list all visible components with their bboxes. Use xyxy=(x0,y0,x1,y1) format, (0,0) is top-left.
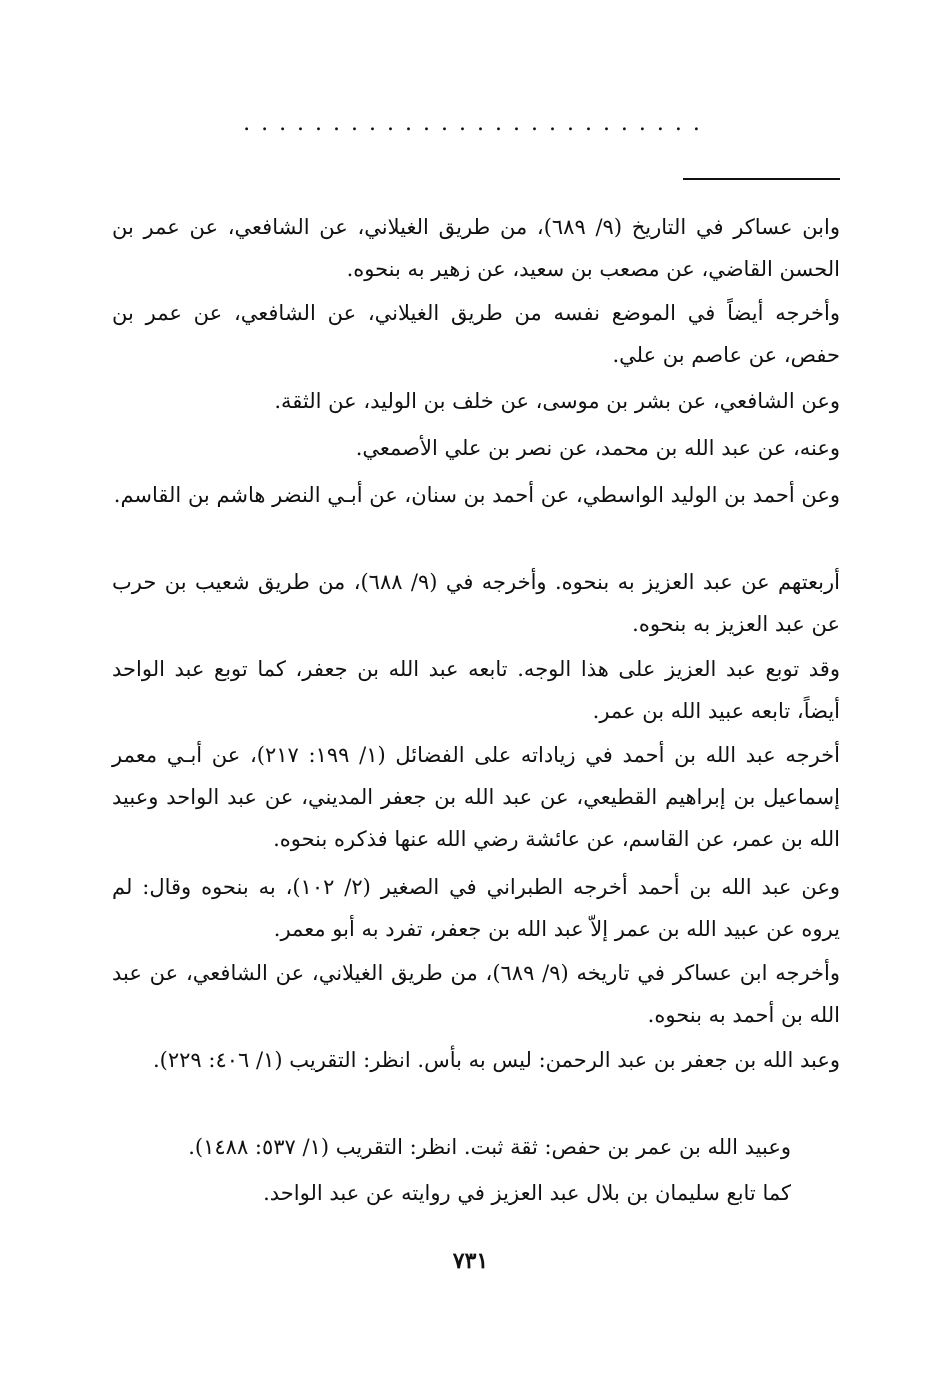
footnote-paragraph: وعن عبد الله بن أحمد أخرجه الطبراني في الصغير (٢/ ١٠٢)، به بنحوه وقال: لم يروه عن عبيد الله بن عمر إلاّ عبد الله بن جعفر، تفرد به أبو معمر. xyxy=(112,875,840,941)
footnote-paragraph: وقد توبع عبد العزيز على هذا الوجه. تابعه عبد الله بن جعفر، كما توبع عبد الواحد أيضاً، تابعه عبيد الله بن عمر. xyxy=(112,657,840,723)
footnote-paragraph: وأخرجه ابن عساكر في تاريخه (٩/ ٦٨٩)، من طريق الغيلاني، عن الشافعي، عن عبد الله بن أحمد به بنحوه. xyxy=(112,961,840,1027)
footnote-paragraph: وعنه، عن عبد الله بن محمد، عن نصر بن علي الأصمعي. xyxy=(355,436,840,460)
footnote-paragraph: وعبيد الله بن عمر بن حفص: ثقة ثبت. انظر: التقريب (١/ ٥٣٧: ١٤٨٨). xyxy=(188,1135,791,1159)
footnote-paragraph: وأخرجه أيضاً في الموضع نفسه من طريق الغيلاني، عن الشافعي، عن عمر بن حفص، عن عاصم بن علي. xyxy=(112,301,840,367)
footnote-paragraph: أربعتهم عن عبد العزيز به بنحوه. وأخرجه في (٩/ ٦٨٨)، من طريق شعيب بن حرب عن عبد العزيز به بنحوه. xyxy=(112,570,840,636)
footnote-paragraph: وابن عساكر في التاريخ (٩/ ٦٨٩)، من طريق الغيلاني، عن الشافعي، عن عمر بن الحسن القاضي، عن مصعب بن سعيد، عن زهير به بنحوه. xyxy=(112,215,840,281)
page-number: ٧٣١ xyxy=(452,1248,489,1274)
dotted-separator: .......................... xyxy=(243,111,711,136)
footnote-paragraph: وعن أحمد بن الوليد الواسطي، عن أحمد بن سنان، عن أبـي النضر هاشم بن القاسم. xyxy=(113,483,840,507)
footnote-paragraph: كما تابع سليمان بن بلال عبد العزيز في روايته عن عبد الواحد. xyxy=(263,1181,791,1205)
footnote-paragraph: وعن الشافعي، عن بشر بن موسى، عن خلف بن الوليد، عن الثقة. xyxy=(274,389,840,413)
footnote-paragraph: وعبد الله بن جعفر بن عبد الرحمن: ليس به بأس. انظر: التقريب (١/ ٤٠٦: ٢٢٩). xyxy=(152,1048,840,1072)
footnote-rule xyxy=(683,178,840,180)
footnote-paragraph: أخرجه عبد الله بن أحمد في زياداته على الفضائل (١/ ١٩٩: ٢١٧)، عن أبـي معمر إسماعيل بن إبراهيم القطيعي، عن عبد الله بن جعفر المديني، عن عبد الواحد وعبيد الله بن عمر، عن القاسم، عن عائشة رضي الله عنها فذكره بنحوه. xyxy=(112,743,840,851)
